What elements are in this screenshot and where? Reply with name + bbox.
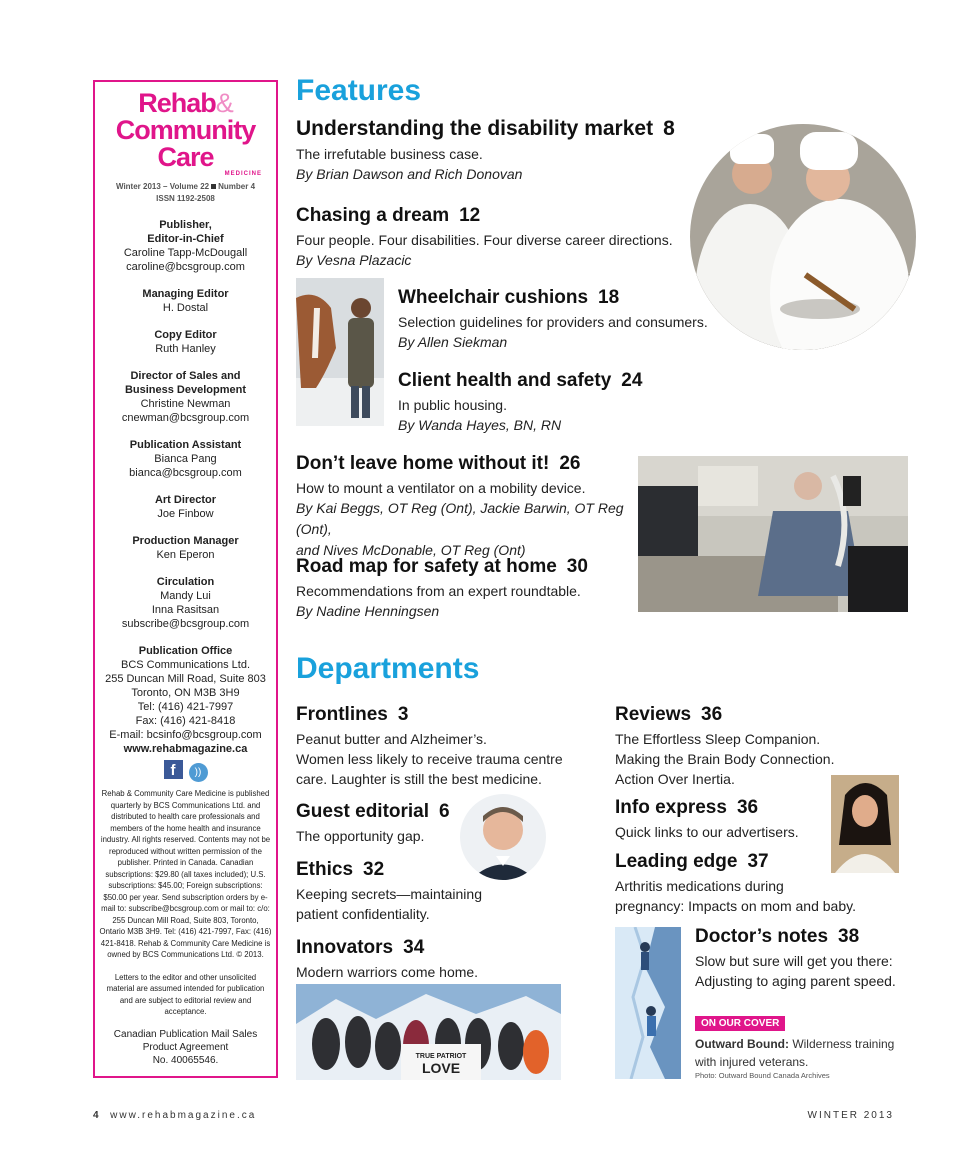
features-heading: Features bbox=[296, 74, 422, 107]
department-title-text: Leading edge bbox=[615, 851, 738, 872]
publication-office bbox=[95, 644, 276, 756]
staff-role: Business Development bbox=[124, 384, 247, 396]
feature-byline: By Nadine Henningsen bbox=[296, 603, 440, 619]
issue-info bbox=[95, 181, 276, 205]
department-page-number: 38 bbox=[838, 926, 860, 947]
ventilator-user-photo bbox=[638, 456, 908, 612]
staff-name: Ruth Hanley bbox=[155, 343, 216, 355]
staff-name: Inna Rasitsan bbox=[151, 604, 220, 616]
feature-title bbox=[296, 117, 736, 141]
department-page-number: 36 bbox=[736, 797, 759, 818]
staff-name: H. Dostal bbox=[162, 302, 209, 314]
feature-title bbox=[398, 287, 718, 309]
staff-circulation bbox=[95, 575, 276, 631]
department-item[interactable] bbox=[296, 859, 496, 924]
feature-title bbox=[296, 556, 616, 578]
feature-byline: By Vesna Plazacic bbox=[296, 252, 412, 268]
staff-production-manager bbox=[95, 534, 276, 562]
feature-page-number: 30 bbox=[566, 556, 588, 577]
department-title-text: Reviews bbox=[615, 704, 692, 725]
department-description: Women less likely to receive trauma centre bbox=[296, 751, 563, 767]
postal-agreement bbox=[95, 1028, 276, 1067]
department-description: The Effortless Sleep Companion. bbox=[615, 731, 821, 747]
department-title bbox=[615, 704, 875, 726]
department-title-text: Guest editorial bbox=[296, 801, 430, 822]
magazine-logo bbox=[95, 90, 276, 177]
department-description: Quick links to our advertisers. bbox=[615, 824, 799, 840]
feature-title-text: Don’t leave home without it! bbox=[296, 453, 550, 474]
office-heading: Publication Office bbox=[138, 645, 233, 657]
issn: ISSN 1192-2508 bbox=[156, 194, 215, 203]
office-email[interactable]: E-mail: bcsinfo@bcsgroup.com bbox=[109, 729, 262, 741]
departments-heading: Departments bbox=[296, 652, 480, 685]
feature-title-text: Understanding the disability market bbox=[296, 117, 654, 140]
publication-fine-print: Rehab & Community Care Medicine is published quarterly by BCS Communications Ltd. and distributed to health care professionals and members of the home health and insurance industry. All rights reserved. Contents may not be reproduced without written permission of the publisher. Printed in Canada. Canadian subscriptions: $29.80 (all taxes included); U.S. subscriptions: $45.00; Foreign subscriptions: $50.00 per year. Send subscription orders by e-mail to: subscribe@bcsgroup.com or mail to: c/o: 255 Duncan Mill Road, Suite 803, Toronto, Ontario M3B 3H9. Tel: (416) 421-7997, Fax: (416) 421-8418. Rehab & Community Care Medicine is owned by BCS Communications Ltd. © 2013. bbox=[99, 789, 272, 959]
feature-description: In public housing. bbox=[398, 397, 507, 413]
office-line: Tel: (416) 421-7997 bbox=[137, 701, 234, 713]
department-title bbox=[695, 926, 925, 948]
issue-volume: Winter 2013 – Volume 22 bbox=[115, 182, 210, 191]
staff-art-director bbox=[95, 493, 276, 521]
feature-page-number: 8 bbox=[663, 117, 675, 140]
feature-byline: By Wanda Hayes, BN, RN bbox=[398, 417, 562, 433]
office-line: 255 Duncan Mill Road, Suite 803 bbox=[105, 673, 266, 685]
staff-role: Copy Editor bbox=[154, 329, 217, 341]
department-description: Modern warriors come home. bbox=[296, 964, 479, 980]
cover-caption bbox=[695, 1035, 915, 1071]
department-title bbox=[615, 851, 875, 873]
feature-byline: and Nives McDonable, OT Reg (Ont) bbox=[296, 542, 526, 558]
staff-role: Publisher, bbox=[159, 219, 212, 231]
department-title-text: Frontlines bbox=[296, 704, 388, 725]
staff-role: Circulation bbox=[156, 576, 215, 588]
feature-title bbox=[296, 205, 696, 227]
feature-title-text: Road map for safety at home bbox=[296, 556, 557, 577]
department-item[interactable] bbox=[296, 704, 596, 789]
postal-line: Canadian Publication Mail Sales bbox=[113, 1028, 258, 1040]
department-page-number: 32 bbox=[363, 859, 385, 880]
feature-item[interactable] bbox=[296, 117, 736, 185]
feature-description: Four people. Four disabilities. Four diverse career directions. bbox=[296, 232, 673, 248]
banner-text-love: LOVE bbox=[421, 1060, 461, 1076]
department-title-text: Ethics bbox=[296, 859, 354, 880]
department-description: Slow but sure will get you there: bbox=[695, 953, 893, 969]
cover-ice-climb-photo bbox=[615, 927, 681, 1079]
cover-caption-lead: Outward Bound: bbox=[695, 1037, 789, 1051]
logo-word-community-care: Community Care bbox=[115, 115, 256, 172]
feature-item[interactable] bbox=[398, 370, 698, 436]
on-our-cover-badge: ON OUR COVER bbox=[695, 1016, 785, 1031]
department-item[interactable] bbox=[296, 937, 556, 982]
issue-number: Number 4 bbox=[218, 182, 256, 191]
department-title bbox=[296, 937, 556, 959]
staff-name: Christine Newman bbox=[140, 398, 231, 410]
staff-name: Mandy Lui bbox=[160, 590, 211, 602]
department-title-text: Innovators bbox=[296, 937, 394, 958]
office-line: Toronto, ON M3B 3H9 bbox=[131, 687, 240, 699]
rss-icon[interactable]: )) bbox=[189, 763, 208, 782]
department-description: pregnancy: Impacts on mom and baby. bbox=[615, 898, 856, 914]
feature-byline: By Allen Siekman bbox=[398, 334, 508, 350]
banner-text-top: TRUE PATRIOT bbox=[415, 1053, 467, 1060]
feature-title-text: Chasing a dream bbox=[296, 205, 450, 226]
department-title bbox=[296, 859, 496, 881]
staff-role: Art Director bbox=[154, 494, 217, 506]
logo-word-rehab: Rehab bbox=[138, 88, 216, 118]
staff-role: Managing Editor bbox=[142, 288, 229, 300]
feature-title bbox=[398, 370, 698, 392]
feature-title bbox=[296, 453, 636, 475]
feature-description: How to mount a ventilator on a mobility device. bbox=[296, 480, 586, 496]
separator-square-icon bbox=[211, 184, 216, 189]
veterans-group-photo bbox=[296, 984, 561, 1080]
staff-email[interactable]: subscribe@bcsgroup.com bbox=[121, 618, 250, 630]
department-description: patient confidentiality. bbox=[296, 906, 430, 922]
feature-byline: By Brian Dawson and Rich Donovan bbox=[296, 166, 523, 182]
department-page-number: 34 bbox=[403, 937, 425, 958]
facebook-icon[interactable]: f bbox=[164, 760, 183, 779]
cover-caption-text: Wilderness training bbox=[788, 1037, 895, 1051]
department-item[interactable] bbox=[615, 851, 875, 916]
staff-name: Bianca Pang bbox=[154, 453, 217, 465]
feature-item[interactable] bbox=[296, 453, 636, 561]
office-line: BCS Communications Ltd. bbox=[121, 659, 250, 671]
feature-page-number: 18 bbox=[598, 287, 620, 308]
masthead-box bbox=[93, 80, 278, 1078]
letters-note: Letters to the editor and other unsolicited material are assumed intended for publication and are subject to editorial review and acceptance. bbox=[106, 972, 265, 1016]
staff-copy-editor bbox=[95, 328, 276, 356]
department-title-text: Info express bbox=[615, 797, 727, 818]
feature-description: Recommendations from an expert roundtable. bbox=[296, 583, 581, 599]
postal-line: No. 40065546. bbox=[152, 1054, 219, 1066]
page-number: 4 bbox=[93, 1110, 101, 1121]
cover-photo-credit: Photo: Outward Bound Canada Archives bbox=[695, 1071, 830, 1080]
feature-description: Selection guidelines for providers and consumers. bbox=[398, 314, 708, 330]
department-description: Action Over Inertia. bbox=[615, 771, 735, 787]
staff-name: Caroline Tapp-McDougall bbox=[123, 247, 248, 259]
social-links bbox=[95, 760, 276, 782]
department-title bbox=[296, 704, 596, 726]
staff-name: Ken Eperon bbox=[156, 549, 215, 561]
department-page-number: 37 bbox=[747, 851, 769, 872]
department-description: care. Laughter is still the best medicine. bbox=[296, 771, 542, 787]
staff-publication-assistant bbox=[95, 438, 276, 480]
staff-email[interactable]: bianca@bcsgroup.com bbox=[129, 467, 242, 479]
department-page-number: 36 bbox=[701, 704, 723, 725]
postal-line: Product Agreement bbox=[142, 1041, 229, 1053]
staff-role: Production Manager bbox=[132, 535, 239, 547]
office-line: Fax: (416) 421-8418 bbox=[135, 715, 236, 727]
feature-page-number: 26 bbox=[559, 453, 581, 474]
website-link[interactable]: www.rehabmagazine.ca bbox=[123, 743, 248, 755]
staff-role: Editor-in-Chief bbox=[147, 233, 224, 245]
department-description: The opportunity gap. bbox=[296, 828, 425, 844]
department-page-number: 6 bbox=[439, 801, 450, 822]
department-page-number: 3 bbox=[397, 704, 409, 725]
staff-email[interactable]: cnewman@bcsgroup.com bbox=[121, 412, 250, 424]
feature-item[interactable] bbox=[398, 287, 718, 353]
staff-role: Publication Assistant bbox=[129, 439, 242, 451]
footer-issue: WINTER 2013 bbox=[807, 1110, 894, 1121]
department-title-text: Doctor’s notes bbox=[695, 926, 829, 947]
feature-page-number: 12 bbox=[459, 205, 481, 226]
department-description: Making the Brain Body Connection. bbox=[615, 751, 835, 767]
staff-name: Joe Finbow bbox=[157, 508, 214, 520]
feature-item[interactable] bbox=[296, 556, 616, 622]
staff-role: Director of Sales and bbox=[130, 370, 241, 382]
department-description: Arthritis medications during bbox=[615, 878, 784, 894]
staff-sales-director bbox=[95, 369, 276, 425]
staff-email[interactable]: caroline@bcsgroup.com bbox=[126, 261, 245, 273]
logo-subtitle: MEDICINE bbox=[224, 171, 262, 177]
feature-title-text: Client health and safety bbox=[398, 370, 612, 391]
feature-byline: By Kai Beggs, OT Reg (Ont), Jackie Barwin, OT Reg (Ont), bbox=[296, 500, 624, 537]
page-footer-left bbox=[93, 1110, 256, 1121]
department-description: Keeping secrets—maintaining bbox=[296, 886, 482, 902]
department-description: Peanut butter and Alzheimer’s. bbox=[296, 731, 487, 747]
footer-website-link[interactable]: www.rehabmagazine.ca bbox=[110, 1110, 257, 1121]
feature-item[interactable] bbox=[296, 205, 696, 271]
department-title bbox=[615, 797, 835, 819]
staff-publisher bbox=[95, 218, 276, 274]
department-description: Adjusting to aging parent speed. bbox=[695, 973, 896, 989]
feature-page-number: 24 bbox=[621, 370, 643, 391]
staff-managing-editor bbox=[95, 287, 276, 315]
department-item[interactable] bbox=[615, 797, 835, 842]
feature-description: The irrefutable business case. bbox=[296, 146, 483, 162]
cover-caption-text: with injured veterans. bbox=[695, 1055, 809, 1069]
feature-title-text: Wheelchair cushions bbox=[398, 287, 589, 308]
logo-ampersand: & bbox=[215, 88, 233, 118]
horse-photo bbox=[296, 278, 384, 426]
department-item[interactable] bbox=[695, 926, 925, 991]
